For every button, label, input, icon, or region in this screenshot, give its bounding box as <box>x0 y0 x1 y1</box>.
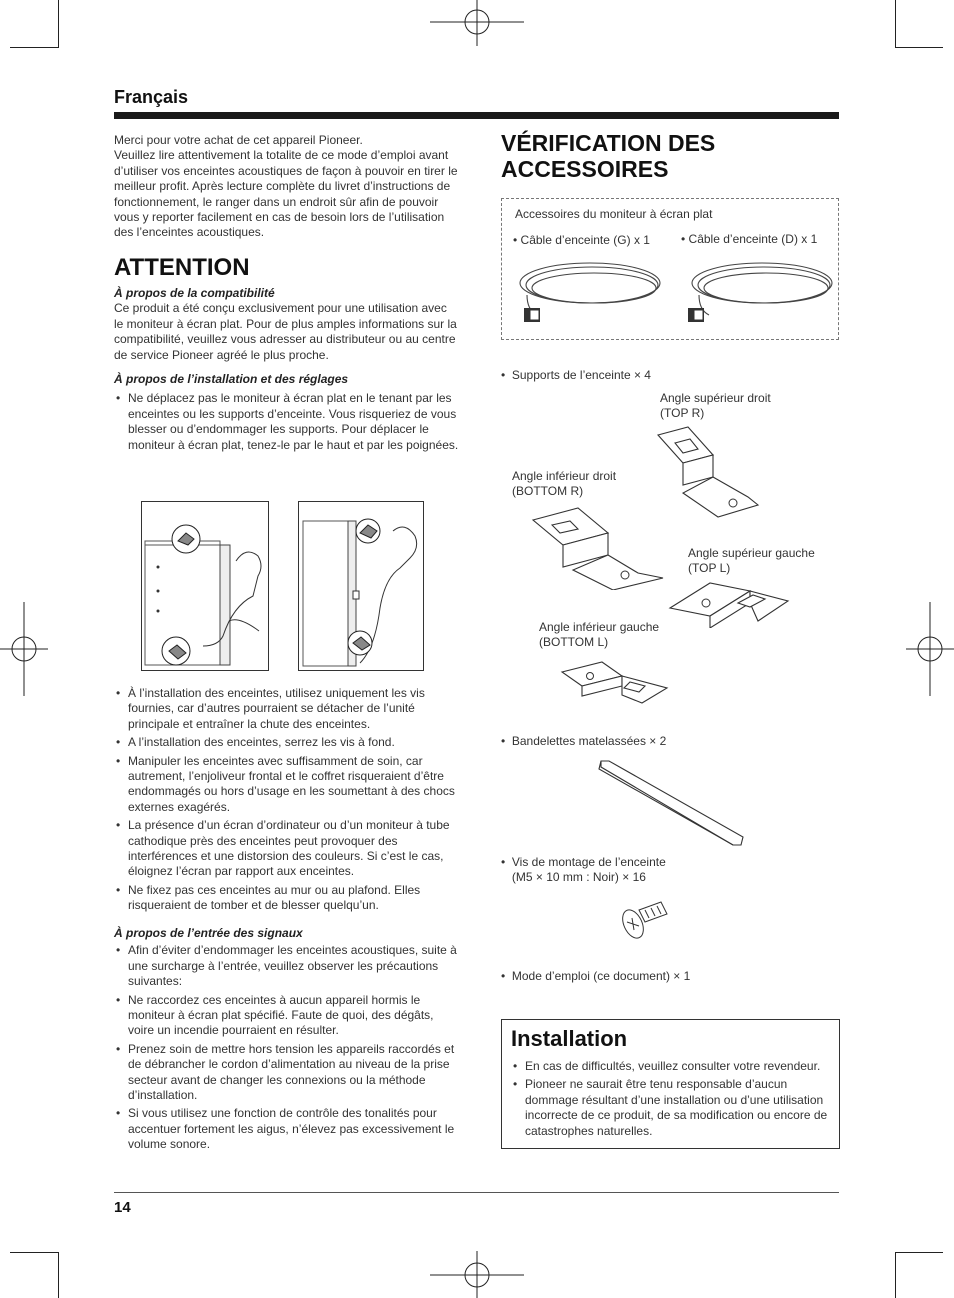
screws-label: • Vis de montage de l’enceinte (M5 × 10 mm : Noir) × 16 <box>501 855 666 885</box>
compat-text: Ce produit a été conçu exclusivement pour une utilisation avec le moniteur à écran plat. Pour de plus amples informations sur la compatibilité, veuillez vous adresser au distributeur ou au centre de service Pioneer agréé le plus proche. <box>114 301 457 362</box>
list-item: • La présence d’un écran d’ordinateur ou d’un moniteur à tube cathodique près des enceintes peut provoquer des interférences et une distorsion des couleurs. Si c’est le cas, éloignez l’écran par rapport aux enceintes. <box>114 818 459 880</box>
supports-text: Supports de l’enceinte × 4 <box>511 368 651 382</box>
cable-right-text: Câble d’enceinte (D) x 1 <box>688 232 818 246</box>
bracket-top-r-image <box>655 425 765 520</box>
speaker-cable-left-image <box>512 255 662 330</box>
install-list-2 <box>114 686 459 917</box>
cable-left-text: Câble d’enceinte (G) x 1 <box>520 233 650 247</box>
list-item: • Si vous utilisez une fonction de contrôle des tonalités pour accentuer fortement les aigus, n’élevez pas excessivement le volume sonore. <box>114 1106 459 1152</box>
attention-section <box>114 286 459 456</box>
list-item: • Afin d’éviter d’endommager les enceintes acoustiques, suite à une surcharge à l’entrée, veuillez observer les précautions suivantes: <box>114 943 459 989</box>
strips-label: • Bandelettes matelassées × 2 <box>501 734 667 748</box>
cable-left-label: • Câble d’enceinte (G) x 1 <box>513 233 650 247</box>
list-item: • Ne fixez pas ces enceintes au mur ou au plafond. Elles risqueraient de tomber et de blesser quelqu’un. <box>114 883 459 914</box>
cushion-strip-image <box>597 757 745 849</box>
footer-rule <box>114 1192 839 1193</box>
bracket-bottom-r-image <box>530 505 665 590</box>
handling-illustration-wrong <box>141 501 269 671</box>
accessories-box-title: Accessoires du moniteur à écran plat <box>515 207 713 221</box>
list-item: • Ne raccordez ces enceintes à aucun appareil hormis le moniteur à écran plat spécifié. Faute de quoi, des dégâts, voire un incendie pourraient en résulter. <box>114 993 459 1039</box>
signal-heading: À propos de l’entrée des signaux <box>114 926 303 940</box>
intro-paragraph: Merci pour votre achat de cet appareil Pioneer. Veuillez lire attentivement la totalite de ce mode d’emploi avant d’utiliser vos enceintes acoustiques de façon à pouvoir en tirer le meilleur profit. Après lecture complète du livret d’instructions de fonctionnement, le ranger dans un endroit sûr afin de pouvoir vous y reporter facilement en cas de besoin lors de l’utilisation des l’enceintes acoustiques. <box>114 133 458 240</box>
page-number: 14 <box>114 1199 131 1216</box>
signal-section <box>114 926 459 1156</box>
list-item: • Pioneer ne saurait être tenu responsable d’aucun dommage résultant d’une installation ou d’une utilisation incorrecte de ce produit, de sa modification ou encore de catastrophes naturelles. <box>511 1077 836 1139</box>
screw-image <box>619 898 669 943</box>
verification-title: VÉRIFICATION DES ACCESSOIRES <box>501 130 716 182</box>
attention-title: ATTENTION <box>114 254 250 281</box>
list-item: • Manipuler les enceintes avec suffisamment de soin, car autrement, l’enjoliveur frontal et le coffret risqueraient d’être endommagés ou hors d’usage en les soumettant à des chocs externes exagérés. <box>114 754 459 816</box>
installation-list <box>511 1059 836 1142</box>
header-rule <box>114 112 839 119</box>
speaker-cable-right-image <box>684 255 834 330</box>
compat-heading: À propos de la compatibilité <box>114 286 275 300</box>
list-item: • Ne déplacez pas le moniteur à écran plat en le tenant par les enceintes ou les supports d’enceinte. Vous risqueriez de vous blesser ou d’endommager les supports. Pour déplacer le moniteur à écran plat, tenez-le par le haut et par les poignées. <box>114 391 459 453</box>
list-item: • A l’installation des enceintes, serrez les vis à fond. <box>114 735 459 750</box>
bracket-bottom-l-image <box>560 660 670 705</box>
screws-text: Vis de montage de l’enceinte (M5 × 10 mm : Noir) × 16 <box>511 855 666 885</box>
list-item: • En cas de difficultés, veuillez consulter votre revendeur. <box>511 1059 836 1074</box>
bottom-l-label: Angle inférieur gauche (BOTTOM L) <box>539 620 660 650</box>
bracket-top-l-image <box>668 578 790 628</box>
manual-label: • Mode d’emploi (ce document) × 1 <box>501 969 691 983</box>
installation-title: Installation <box>511 1026 628 1051</box>
list-item: • Prenez soin de mettre hors tension les appareils raccordés et de débrancher le cordon d’alimentation au niveau de la prise secteur avant de changer les connexions ou la méthode d’installation. <box>114 1042 459 1104</box>
supports-label: • Supports de l’enceinte × 4 <box>501 368 651 382</box>
list-item: • À l’installation des enceintes, utilisez uniquement les vis fournies, car d’autres pourraient se détacher de l’unité principale et entraîner la chute des enceintes. <box>114 686 459 732</box>
cable-right-label: • Câble d’enceinte (D) x 1 <box>681 232 818 246</box>
top-l-label: Angle supérieur gauche (TOP L) <box>688 546 815 576</box>
top-r-label: Angle supérieur droit (TOP R) <box>660 391 771 421</box>
install-heading: À propos de l’installation et des réglages <box>114 372 349 387</box>
handling-illustration-correct <box>298 501 424 671</box>
language-heading: Français <box>114 87 189 107</box>
manual-text: Mode d’emploi (ce document) × 1 <box>511 969 691 983</box>
bottom-r-label: Angle inférieur droit (BOTTOM R) <box>512 469 617 499</box>
strips-text: Bandelettes matelassées × 2 <box>511 734 667 748</box>
